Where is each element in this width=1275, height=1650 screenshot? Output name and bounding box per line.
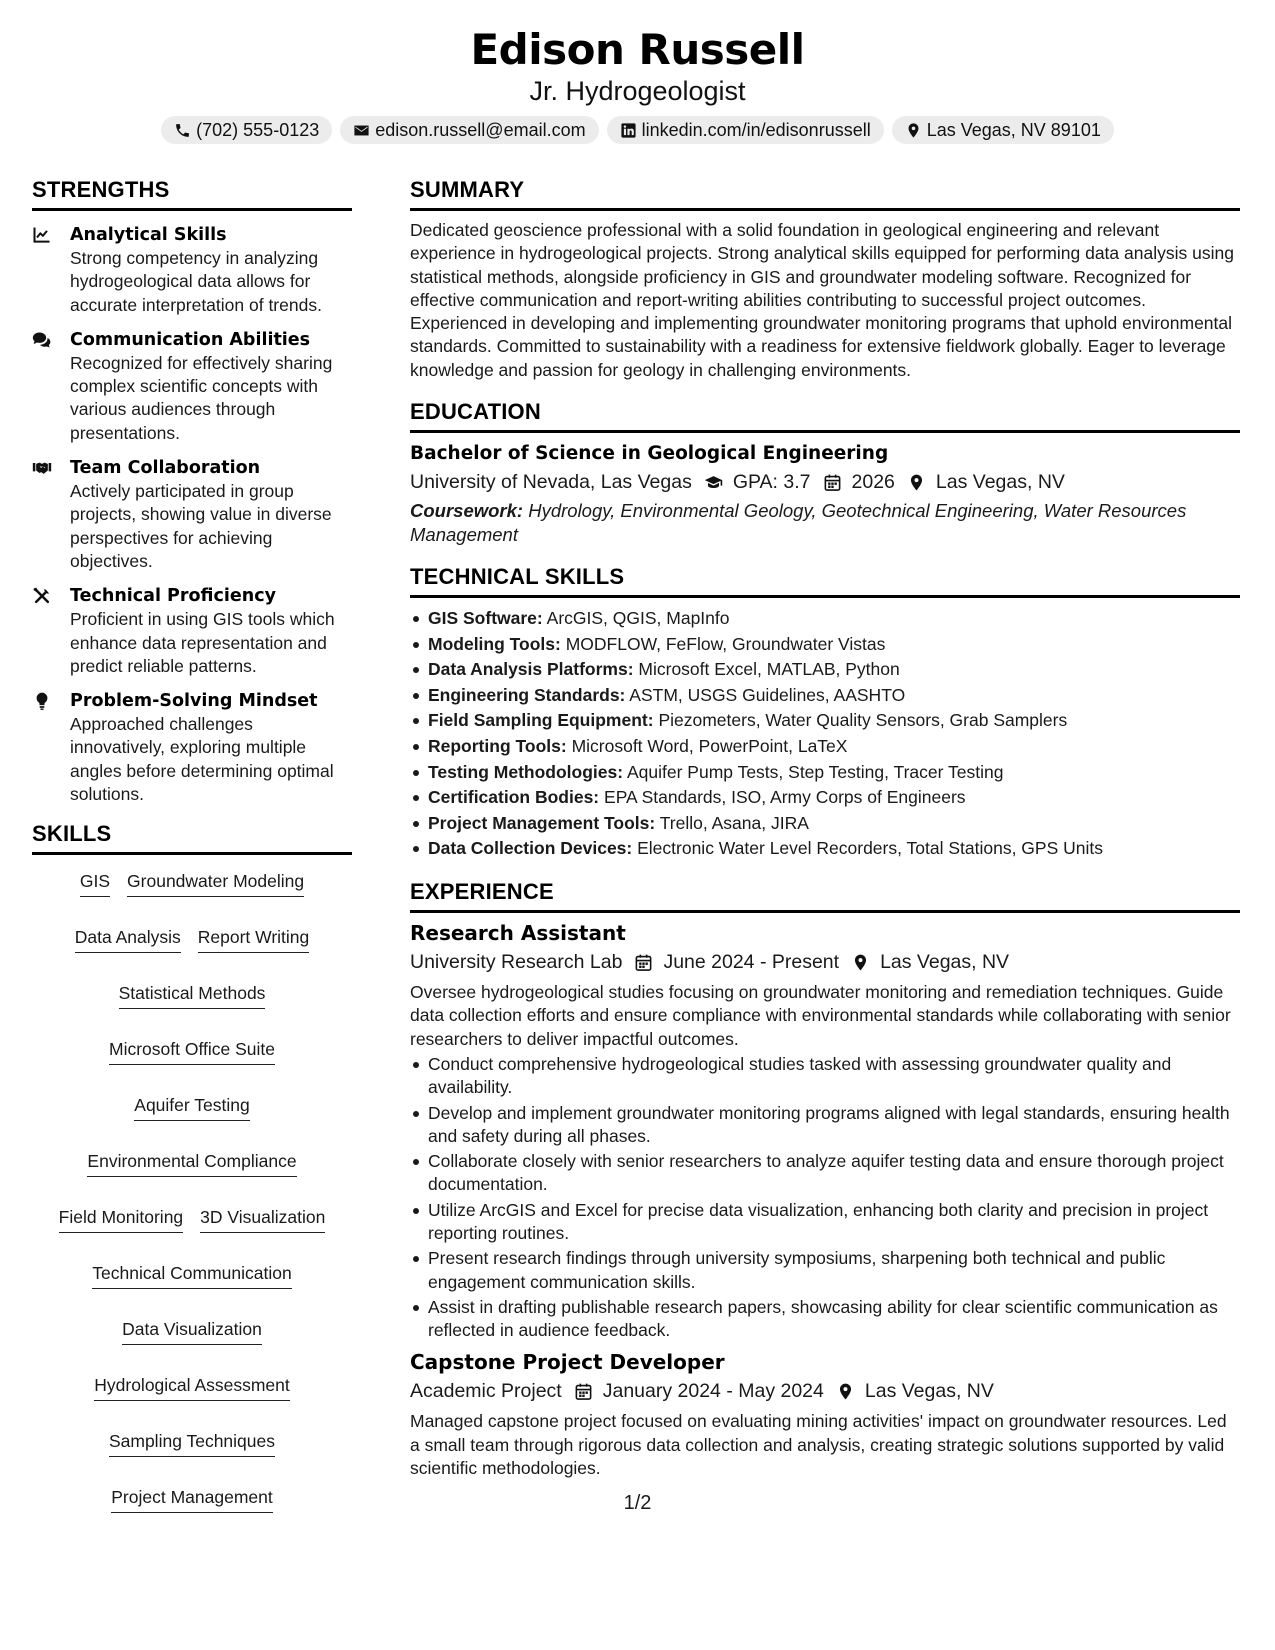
degree-title: Bachelor of Science in Geological Engineering xyxy=(410,443,889,465)
skills-tags xyxy=(32,855,352,1513)
skill-tag: Data Visualization xyxy=(122,1317,262,1345)
strength-desc: Proficient in using GIS tools which enhance data representation and predict reliable patterns. xyxy=(70,609,335,676)
skill-tag: Microsoft Office Suite xyxy=(109,1037,275,1065)
skill-tag: Project Management xyxy=(111,1485,272,1513)
left-column xyxy=(32,176,352,1513)
strength-item xyxy=(32,456,352,573)
list-item: Conduct comprehensive hydrogeological studies tasked with assessing groundwater quality and availability. xyxy=(410,1053,1240,1100)
chart-line-icon xyxy=(32,225,52,245)
coursework xyxy=(410,499,1240,547)
contact-email-text: edison.russell@email.com xyxy=(375,120,586,140)
skill-tag: Environmental Compliance xyxy=(87,1149,296,1177)
contact-bar xyxy=(0,116,1275,144)
envelope-icon xyxy=(353,122,370,139)
skill-tag: GIS xyxy=(80,869,110,897)
summary-heading: SUMMARY xyxy=(410,176,1240,211)
strength-title: Communication Abilities xyxy=(70,329,311,350)
contact-location-text: Las Vegas, NV 89101 xyxy=(926,120,1101,140)
candidate-name: Edison Russell xyxy=(470,25,805,74)
experience-section xyxy=(410,878,1240,1480)
list-item: Testing Methodologies: Aquifer Pump Tests, Step Testing, Tracer Testing xyxy=(410,760,1240,786)
list-item: GIS Software: ArcGIS, QGIS, MapInfo xyxy=(410,606,1240,632)
education-section xyxy=(410,398,1240,547)
technical-skills-heading: TECHNICAL SKILLS xyxy=(410,563,1240,598)
job-entry xyxy=(410,1348,1240,1480)
job-meta xyxy=(410,1376,1240,1406)
skill-tag: 3D Visualization xyxy=(200,1205,325,1233)
graduation-year: 2026 xyxy=(851,471,895,494)
strength-title: Team Collaboration xyxy=(70,458,261,479)
contact-phone-text: (702) 555-0123 xyxy=(196,120,320,140)
skill-tag: Aquifer Testing xyxy=(134,1093,249,1121)
strength-desc: Actively participated in group projects, showing value in diverse perspectives for achieving objectives. xyxy=(70,481,332,571)
right-column xyxy=(410,176,1240,1513)
strengths-list xyxy=(32,223,352,806)
strengths-heading: STRENGTHS xyxy=(32,176,352,211)
strength-item xyxy=(32,223,352,317)
education-heading: EDUCATION xyxy=(410,398,1240,433)
list-item: Engineering Standards: ASTM, USGS Guidelines, AASHTO xyxy=(410,683,1240,709)
job-entry xyxy=(410,919,1240,1342)
skill-tag: Data Analysis xyxy=(75,925,181,953)
strength-title: Problem-Solving Mindset xyxy=(70,691,318,712)
strength-title: Analytical Skills xyxy=(70,225,227,245)
linkedin-icon xyxy=(620,122,637,139)
contact-location[interactable] xyxy=(892,116,1114,144)
skill-tag: Groundwater Modeling xyxy=(127,869,304,897)
education-location: Las Vegas, NV xyxy=(935,471,1065,494)
job-bullets xyxy=(410,1053,1240,1343)
calendar-icon xyxy=(823,473,842,492)
technical-skills-section xyxy=(410,563,1240,862)
calendar-icon xyxy=(574,1382,593,1401)
skill-tag: Field Monitoring xyxy=(59,1205,184,1233)
school-name: University of Nevada, Las Vegas xyxy=(410,471,692,494)
skill-tag: Technical Communication xyxy=(92,1261,291,1289)
graduation-cap-icon xyxy=(704,473,723,492)
comments-icon xyxy=(32,330,52,350)
skill-tag: Sampling Techniques xyxy=(109,1429,275,1457)
resume-header xyxy=(0,0,1275,144)
map-pin-icon xyxy=(905,122,922,139)
job-title: Research Assistant xyxy=(410,921,626,946)
strength-desc: Strong competency in analyzing hydrogeological data allows for accurate interpretation of trends. xyxy=(70,248,322,315)
skills-heading: SKILLS xyxy=(32,820,352,855)
strength-desc: Approached challenges innovatively, exploring multiple angles before determining optimal solutions. xyxy=(70,714,334,805)
job-description: Oversee hydrogeological studies focusing on groundwater monitoring and remediation techniques. Guide data collection efforts and ensure compliance with environmental standards while collaborating with senior researchers to deliver impactful outcomes. xyxy=(410,982,1231,1049)
map-pin-icon xyxy=(836,1382,855,1401)
contact-linkedin-text: linkedin.com/in/edisonrussell xyxy=(641,120,871,140)
list-item: Collaborate closely with senior researchers to analyze aquifer testing data and ensure thorough project documentation. xyxy=(410,1150,1240,1197)
job-location: Las Vegas, NV xyxy=(864,1380,994,1403)
coursework-list: Hydrology, Environmental Geology, Geotechnical Engineering, Water Resources Management xyxy=(410,500,1187,546)
list-item: Data Analysis Platforms: Microsoft Excel, MATLAB, Python xyxy=(410,657,1240,683)
list-item: Present research findings through university symposiums, sharpening both technical and public engagement communication skills. xyxy=(410,1247,1240,1294)
list-item: Data Collection Devices: Electronic Water Level Recorders, Total Stations, GPS Units xyxy=(410,836,1240,862)
list-item: Field Sampling Equipment: Piezometers, Water Quality Sensors, Grab Samplers xyxy=(410,708,1240,734)
map-pin-icon xyxy=(907,473,926,492)
job-location: Las Vegas, NV xyxy=(880,951,1010,974)
contact-linkedin[interactable] xyxy=(607,116,884,144)
summary-text: Dedicated geoscience professional with a solid foundation in geological engineering and relevant experience in hydrogeological projects. Strong analytical skills equipped for performing data analysis using statistical methods, alongside proficiency in GIS and groundwater modeling software. Recognized for effective communication and report-writing abilities contributing to successful project outcomes. Experienced in developing and implementing groundwater monitoring programs that uphold environmental standards. Committed to sustainability with a readiness for extensive fieldwork globally. Eager to leverage knowledge and passion for geology in challenging environments. xyxy=(410,220,1234,380)
coursework-label: Coursework: xyxy=(410,500,524,522)
strength-item xyxy=(32,584,352,678)
job-dates: January 2024 - May 2024 xyxy=(602,1380,824,1403)
lightbulb-icon xyxy=(32,691,52,711)
strength-title: Technical Proficiency xyxy=(70,586,276,607)
calendar-icon xyxy=(634,953,653,972)
skills-section xyxy=(32,820,352,1513)
gpa: GPA: 3.7 xyxy=(732,471,811,494)
education-meta xyxy=(410,467,1240,497)
job-title: Capstone Project Developer xyxy=(410,1350,725,1375)
experience-heading: EXPERIENCE xyxy=(410,878,1240,913)
technical-skills-list xyxy=(410,606,1240,862)
list-item: Certification Bodies: EPA Standards, ISO, Army Corps of Engineers xyxy=(410,785,1240,811)
skill-tag: Hydrological Assessment xyxy=(94,1373,290,1401)
handshake-icon xyxy=(32,458,52,478)
list-item: Modeling Tools: MODFLOW, FeFlow, Groundwater Vistas xyxy=(410,632,1240,658)
map-pin-icon xyxy=(851,953,870,972)
list-item: Utilize ArcGIS and Excel for precise data visualization, enhancing both clarity and precision in project reporting routines. xyxy=(410,1199,1240,1246)
job-org: Academic Project xyxy=(410,1380,562,1403)
skill-tag: Statistical Methods xyxy=(119,981,266,1009)
job-meta xyxy=(410,947,1240,977)
strength-desc: Recognized for effectively sharing complex scientific concepts with various audiences through presentations. xyxy=(70,352,333,443)
list-item: Project Management Tools: Trello, Asana, JIRA xyxy=(410,811,1240,837)
list-item: Assist in drafting publishable research papers, showcasing ability for clear scientific communication as reflected in audience feedback. xyxy=(410,1296,1240,1343)
contact-phone[interactable] xyxy=(161,116,332,144)
page-number: 1/2 xyxy=(623,1492,652,1514)
job-dates: June 2024 - Present xyxy=(663,951,840,974)
tools-icon xyxy=(32,586,52,606)
candidate-role: Jr. Hydrogeologist xyxy=(529,76,746,106)
phone-icon xyxy=(174,122,191,139)
skill-tag: Report Writing xyxy=(198,925,310,953)
list-item: Reporting Tools: Microsoft Word, PowerPoint, LaTeX xyxy=(410,734,1240,760)
list-item: Develop and implement groundwater monitoring programs aligned with legal standards, ensuring health and safety during all phases. xyxy=(410,1102,1240,1149)
contact-email[interactable] xyxy=(340,116,598,144)
job-org: University Research Lab xyxy=(410,951,623,974)
job-description: Managed capstone project focused on evaluating mining activities' impact on groundwater resources. Led a small team through rigorous data collection and analysis, creating strategic solutions supported by valid scientific methodologies. xyxy=(410,1411,1227,1479)
strength-item xyxy=(32,328,352,445)
strength-item xyxy=(32,689,352,806)
